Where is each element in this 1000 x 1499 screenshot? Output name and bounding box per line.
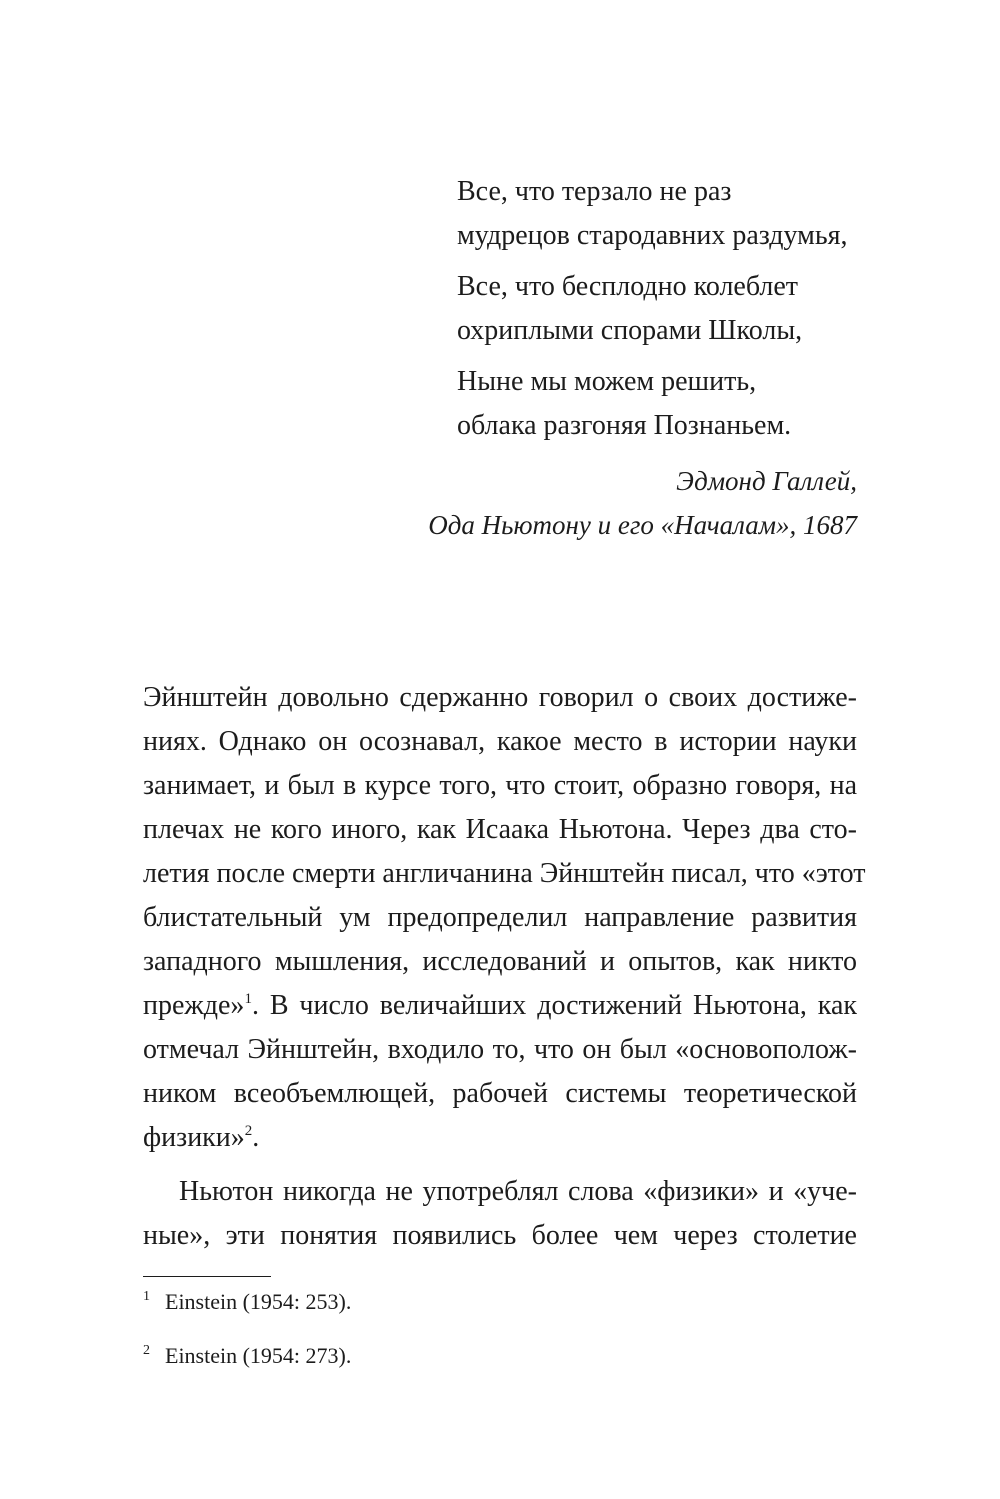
- footnote-ref[interactable]: 1: [244, 991, 252, 1007]
- text-line: отмечал Эйнштейн, входило то, что он был «основополож-: [143, 1034, 857, 1065]
- paragraph: [143, 1170, 857, 1258]
- verse-line: Ныне мы можем решить,: [457, 366, 757, 397]
- text-line: Эйнштейн довольно сдержанно говорил о своих достиже-: [143, 682, 857, 713]
- footnote-divider: [143, 1276, 271, 1277]
- footnote-text: Einstein (1954: 253).: [165, 1289, 352, 1314]
- paragraph: [143, 676, 866, 1160]
- footnotes: [143, 1287, 351, 1395]
- verse-line: облака разгоняя Познаньем.: [457, 410, 792, 441]
- epigraph: [457, 170, 877, 455]
- epigraph-stanza: [457, 360, 877, 448]
- text-line: занимает, и был в курсе того, что стоит, образно говоря, на: [143, 770, 857, 801]
- text-line: блистательный ум предопределил направление развития: [143, 902, 857, 933]
- text-fragment: . В число величайших достижений Ньютона, как: [251, 990, 857, 1021]
- text-line: ниях. Однако он осознавал, какое место в истории науки: [143, 726, 857, 757]
- text-fragment: физики»: [143, 1122, 245, 1153]
- verse-line: Все, что бесплодно колеблет: [457, 271, 799, 302]
- footnote-ref[interactable]: 2: [244, 1123, 253, 1139]
- text-line: Ньютон никогда не употреблял слова «физики» и «уче-: [179, 1176, 857, 1207]
- verse-line: Все, что терзало не раз: [457, 176, 732, 207]
- epigraph-source: Ода Ньютону и его «Началам», 1687: [428, 510, 857, 540]
- verse-line: охриплыми спорами Школы,: [457, 315, 803, 346]
- verse-line: мудрецов стародавних раздумья,: [457, 220, 848, 251]
- text-line: ные», эти понятия появились более чем через столетие: [143, 1220, 857, 1251]
- text-line: ником всеобъемлющей, рабочей системы теоретической: [143, 1078, 857, 1109]
- epigraph-stanza: [457, 170, 877, 258]
- text-line: летия после смерти англичанина Эйнштейн писал, что «этот: [143, 858, 866, 889]
- text-line: западного мышления, исследований и опытов, как никто: [143, 946, 857, 977]
- epigraph-stanza: [457, 265, 877, 353]
- epigraph-author: Эдмонд Галлей,: [676, 466, 857, 496]
- text-line: плечах не кого иного, как Исаака Ньютона. Через два сто-: [143, 814, 857, 845]
- text-fragment: .: [252, 1122, 260, 1153]
- text-line: [143, 984, 857, 1028]
- epigraph-attribution: [428, 459, 857, 547]
- footnote: 2 Einstein (1954: 273).: [143, 1343, 352, 1368]
- text-line: [143, 1116, 857, 1160]
- footnote: 1 Einstein (1954: 253).: [143, 1289, 352, 1314]
- footnote-text: Einstein (1954: 273).: [165, 1343, 352, 1368]
- text-fragment: прежде»: [143, 990, 245, 1021]
- body-text: [143, 676, 866, 1258]
